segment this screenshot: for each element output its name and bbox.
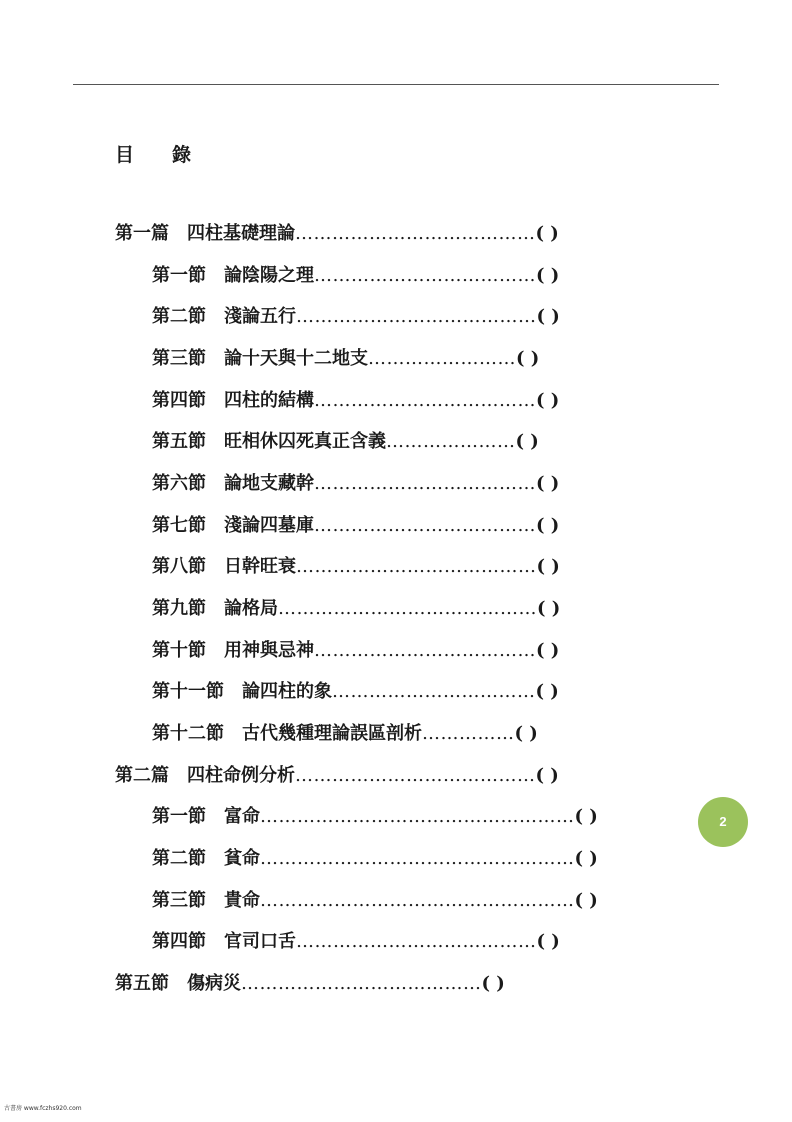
toc-entry[interactable] xyxy=(152,722,538,746)
toc-entry-label: 第十一節 xyxy=(152,681,224,702)
toc-page-ref: ( ) xyxy=(574,848,598,869)
toc-entry-label: 第二節 xyxy=(152,306,206,327)
toc-leader-dots: …………………………………… xyxy=(278,598,537,619)
toc-entry-title: 論十天與十二地支 xyxy=(224,348,368,369)
toc-entry[interactable] xyxy=(115,222,559,246)
toc-entry[interactable] xyxy=(115,972,505,996)
toc-entry-title: 論地支藏幹 xyxy=(224,473,314,494)
toc-entry[interactable] xyxy=(152,597,560,621)
toc-entry-label: 第八節 xyxy=(152,556,206,577)
toc-page-ref: ( ) xyxy=(536,640,560,661)
toc-leader-dots: ………………… xyxy=(386,431,516,452)
toc-entry[interactable] xyxy=(152,264,559,288)
toc-entry-label: 第一節 xyxy=(152,265,206,286)
toc-page-ref: ( ) xyxy=(537,598,561,619)
toc-leader-dots: …………………… xyxy=(368,348,516,369)
toc-entry-title: 四柱的結構 xyxy=(224,390,314,411)
toc-entry-label: 第三節 xyxy=(152,890,206,911)
toc-page-ref: ( ) xyxy=(535,681,559,702)
toc-leader-dots: …………… xyxy=(422,723,515,744)
toc-entry-label: 第一篇 xyxy=(115,223,169,244)
toc-leader-dots: …………………………………………… xyxy=(260,848,575,869)
toc-leader-dots: ………………………………… xyxy=(296,306,537,327)
toc-entry[interactable] xyxy=(152,847,598,871)
toc-page-ref: ( ) xyxy=(535,765,559,786)
toc-entry[interactable] xyxy=(152,639,559,663)
toc-leader-dots: …………………………… xyxy=(332,681,536,702)
toc-page-ref: ( ) xyxy=(536,306,560,327)
toc-entry-title: 日幹旺衰 xyxy=(224,556,296,577)
toc-entry[interactable] xyxy=(152,472,559,496)
toc-entry[interactable] xyxy=(152,347,539,371)
toc-entry-label: 第四節 xyxy=(152,931,206,952)
toc-leader-dots: ………………………………… xyxy=(295,223,536,244)
toc-leader-dots: ………………………………… xyxy=(296,556,537,577)
toc-entry-title: 四柱基礎理論 xyxy=(187,223,295,244)
toc-entry[interactable] xyxy=(152,389,559,413)
header-rule xyxy=(73,84,719,85)
toc-entry-label: 第二節 xyxy=(152,848,206,869)
toc-leader-dots: ……………………………… xyxy=(314,473,536,494)
toc-entry-label: 第四節 xyxy=(152,390,206,411)
toc-entry-label: 第一節 xyxy=(152,806,206,827)
toc-entry-title: 論四柱的象 xyxy=(242,681,332,702)
toc-page-ref: ( ) xyxy=(515,431,539,452)
toc-entry-title: 貴命 xyxy=(224,890,260,911)
toc-page-ref: ( ) xyxy=(536,556,560,577)
toc-entry[interactable] xyxy=(152,555,560,579)
toc-leader-dots: …………………………………………… xyxy=(260,890,575,911)
toc-entry-label: 第九節 xyxy=(152,598,206,619)
footer-watermark: 古書房 www.fczhs920.com xyxy=(4,1105,82,1112)
toc-entry-title: 富命 xyxy=(224,806,260,827)
toc-leader-dots: …………………………………………… xyxy=(260,806,575,827)
toc-page-ref: ( ) xyxy=(536,265,560,286)
toc-entry-title: 傷病災 xyxy=(187,973,241,994)
toc-entry-label: 第五節 xyxy=(152,431,206,452)
toc-entry-label: 第六節 xyxy=(152,473,206,494)
toc-page-ref: ( ) xyxy=(481,973,505,994)
toc-entry-title: 官司口舌 xyxy=(224,931,296,952)
toc-page-ref: ( ) xyxy=(536,473,560,494)
toc-entry-title: 淺論五行 xyxy=(224,306,296,327)
toc-page-ref: ( ) xyxy=(516,348,540,369)
toc-entry-title: 四柱命例分析 xyxy=(187,765,295,786)
toc-leader-dots: ………………………………… xyxy=(295,765,536,786)
toc-leader-dots: ………………………………… xyxy=(241,973,482,994)
toc-entry[interactable] xyxy=(115,764,559,788)
toc-entry[interactable] xyxy=(152,680,559,704)
toc-page-ref: ( ) xyxy=(536,931,560,952)
toc-entry-title: 淺論四墓庫 xyxy=(224,515,314,536)
toc-entry-label: 第十節 xyxy=(152,640,206,661)
toc-leader-dots: ……………………………… xyxy=(314,515,536,536)
toc-entry-label: 第五節 xyxy=(115,973,169,994)
toc-entry-title: 古代幾種理論誤區剖析 xyxy=(242,723,422,744)
toc-leader-dots: ……………………………… xyxy=(314,265,536,286)
toc-entry-title: 貧命 xyxy=(224,848,260,869)
toc-leader-dots: ……………………………… xyxy=(314,390,536,411)
toc-entry-title: 論陰陽之理 xyxy=(224,265,314,286)
toc-entry-title: 旺相休囚死真正含義 xyxy=(224,431,386,452)
toc-page-ref: ( ) xyxy=(574,890,598,911)
toc-leader-dots: ……………………………… xyxy=(314,640,536,661)
toc-page-ref: ( ) xyxy=(514,723,538,744)
toc-entry-label: 第七節 xyxy=(152,515,206,536)
toc-entry[interactable] xyxy=(152,514,559,538)
toc-entry-title: 用神與忌神 xyxy=(224,640,314,661)
toc-entry-label: 第三節 xyxy=(152,348,206,369)
toc-page-ref: ( ) xyxy=(536,390,560,411)
toc-entry-label: 第十二節 xyxy=(152,723,224,744)
page-number-badge: 2 xyxy=(698,797,748,847)
toc-entry[interactable] xyxy=(152,430,539,454)
toc-entry[interactable] xyxy=(152,930,560,954)
toc-entry[interactable] xyxy=(152,889,598,913)
toc-title: 目 錄 xyxy=(115,144,192,166)
toc-entry-title: 論格局 xyxy=(224,598,278,619)
toc-page-ref: ( ) xyxy=(574,806,598,827)
toc-page-ref: ( ) xyxy=(535,223,559,244)
toc-entry[interactable] xyxy=(152,805,598,829)
toc-page-ref: ( ) xyxy=(536,515,560,536)
toc-leader-dots: ………………………………… xyxy=(296,931,537,952)
toc-entry[interactable] xyxy=(152,305,560,329)
toc-entry-label: 第二篇 xyxy=(115,765,169,786)
